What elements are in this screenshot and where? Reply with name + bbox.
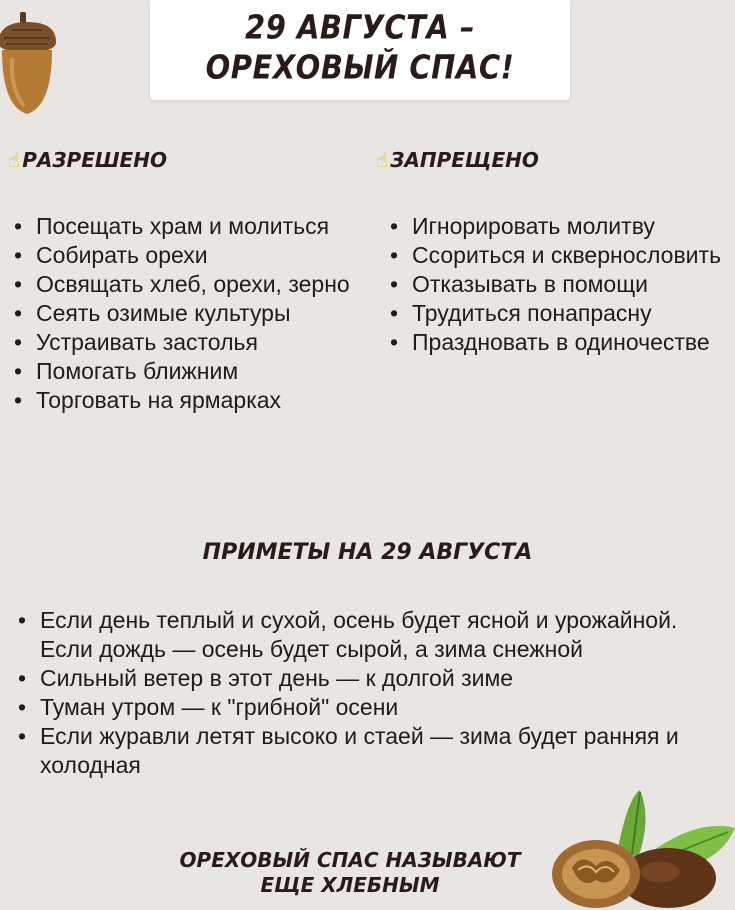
footer-line-2: ЕЩЕ ХЛЕБНЫМ bbox=[260, 873, 440, 897]
page-title-line-1: 29 АВГУСТА – bbox=[245, 7, 475, 47]
signs-list bbox=[10, 606, 710, 780]
list-item: • Освящать хлеб, орехи, зерно bbox=[6, 270, 376, 299]
title-banner bbox=[150, 0, 570, 100]
list-item: • Если журавли летят высоко и стаей — зима будет ранняя и холодная bbox=[10, 722, 710, 780]
signs-heading: ПРИМЕТЫ НА 29 АВГУСТА bbox=[202, 540, 533, 565]
pointing-up-hand-icon: ☝ bbox=[8, 148, 21, 172]
list-item: • Туман утром — к "грибной" осени bbox=[10, 693, 710, 722]
list-item: • Торговать на ярмарках bbox=[6, 386, 376, 415]
list-item: • Игнорировать молитву bbox=[382, 212, 732, 241]
list-item: • Устраивать застолья bbox=[6, 328, 376, 357]
list-item: • Ссориться и сквернословить bbox=[382, 241, 732, 270]
forbidden-list bbox=[382, 212, 732, 357]
footer-line-1: ОРЕХОВЫЙ СПАС НАЗЫВАЮТ bbox=[179, 848, 521, 872]
forbidden-heading-label: ЗАПРЕЩЕНО bbox=[390, 148, 539, 172]
pointing-up-hand-icon: ☝ bbox=[376, 148, 389, 172]
list-item: • Отказывать в помощи bbox=[382, 270, 732, 299]
list-item: • Если день теплый и сухой, осень будет ясной и урожайной. Если дождь — осень будет сырой, а зима снежной bbox=[10, 606, 710, 664]
list-item: • Праздновать в одиночестве bbox=[382, 328, 732, 357]
allowed-heading bbox=[8, 148, 167, 172]
list-item: • Помогать ближним bbox=[6, 357, 376, 386]
list-item: • Сильный ветер в этот день — к долгой зиме bbox=[10, 664, 710, 693]
list-item: • Трудиться понапрасну bbox=[382, 299, 732, 328]
footer-note bbox=[130, 848, 570, 898]
page-title-line-2: ОРЕХОВЫЙ СПАС! bbox=[205, 47, 515, 87]
allowed-heading-label: РАЗРЕШЕНО bbox=[22, 148, 167, 172]
allowed-list bbox=[6, 212, 376, 415]
list-item: • Сеять озимые культуры bbox=[6, 299, 376, 328]
list-item: • Собирать орехи bbox=[6, 241, 376, 270]
forbidden-heading bbox=[376, 148, 539, 172]
list-item: • Посещать храм и молиться bbox=[6, 212, 376, 241]
walnut-icon bbox=[548, 788, 735, 910]
acorn-icon bbox=[0, 8, 60, 118]
